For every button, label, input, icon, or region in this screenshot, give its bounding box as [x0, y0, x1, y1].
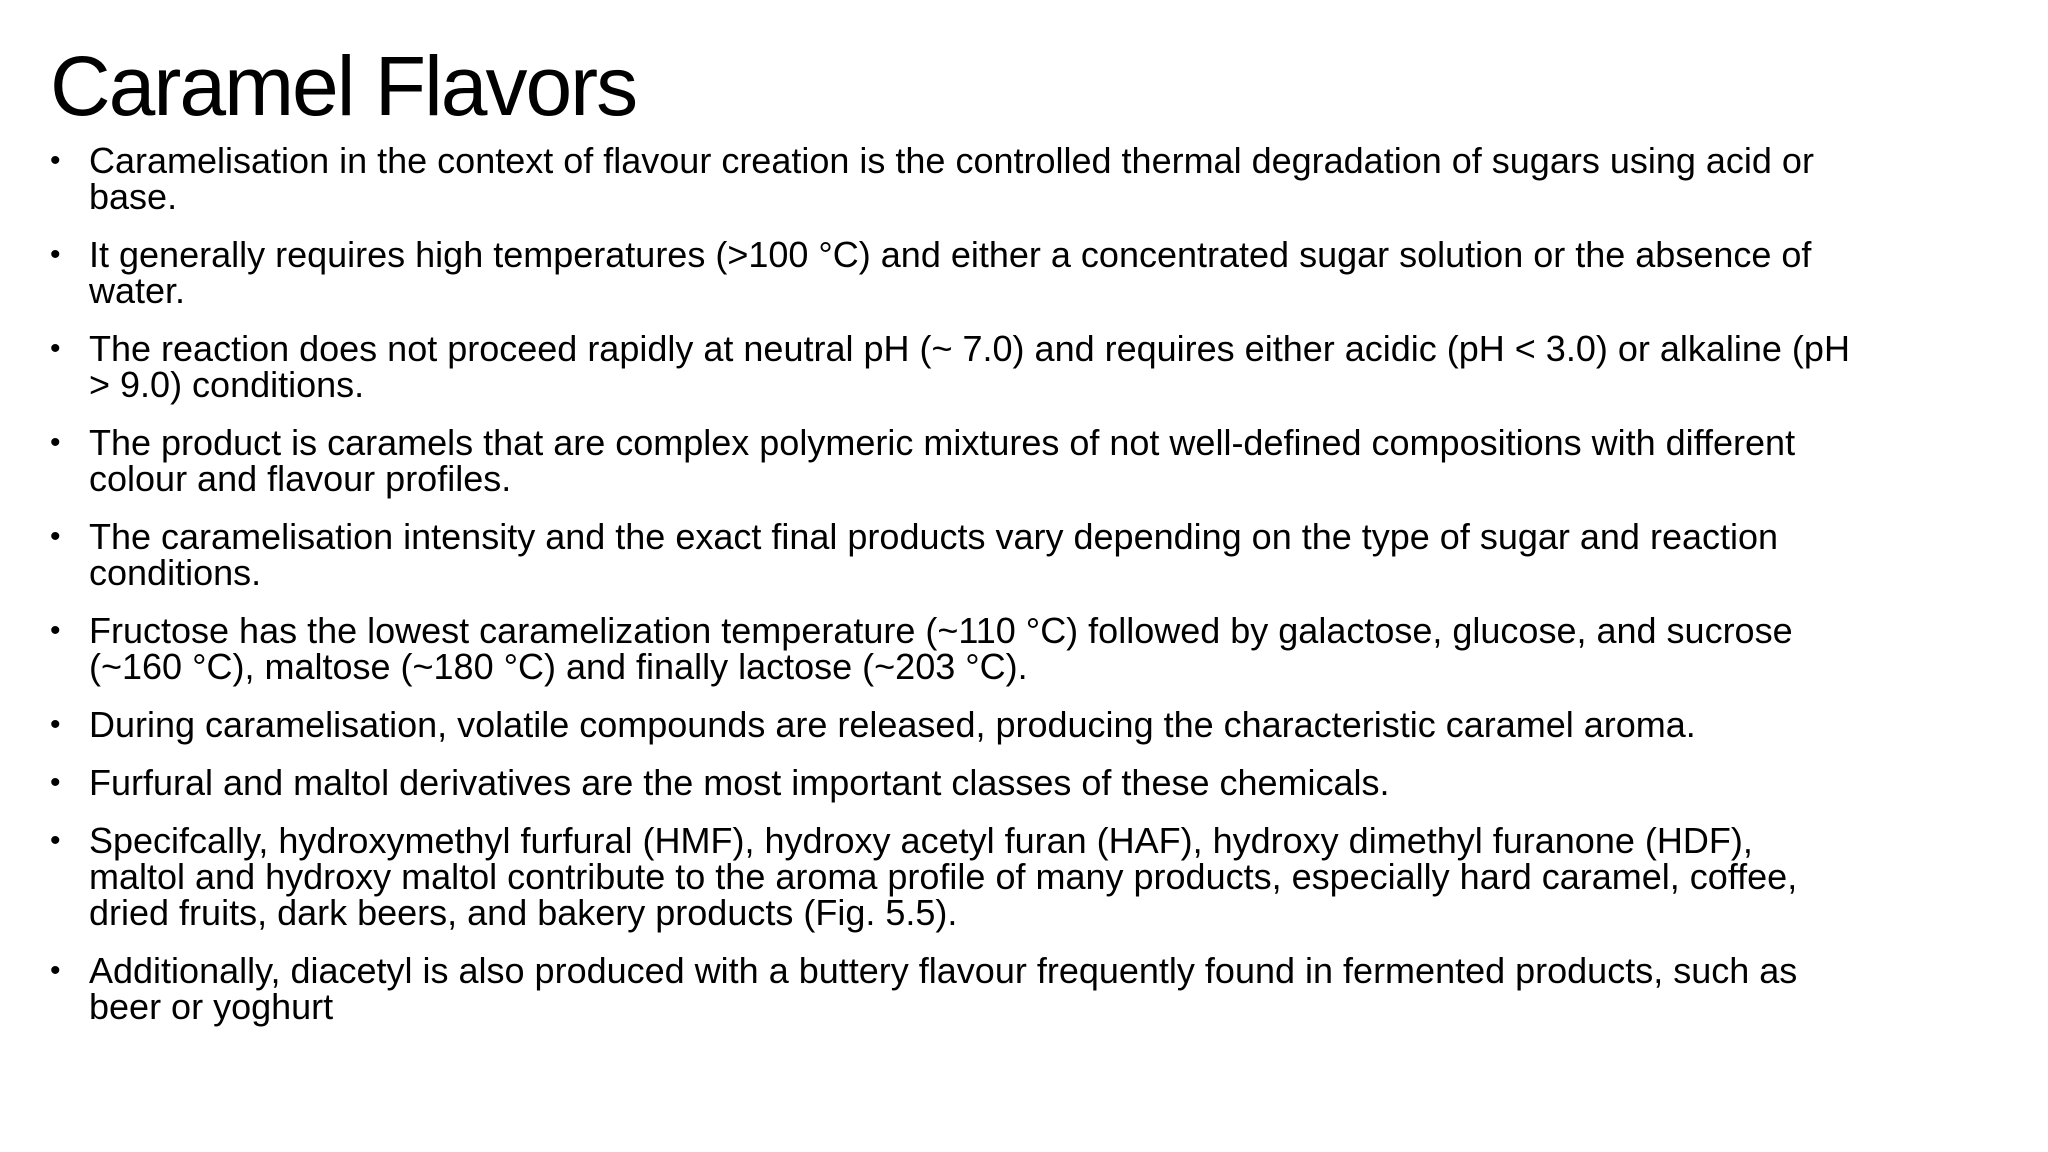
bullet-icon: •	[50, 614, 61, 647]
list-item	[50, 762, 1850, 803]
bullet-text: The caramelisation intensity and the exact final products vary depending on the type of sugar and reaction conditions.	[89, 516, 1779, 593]
bullet-text: The product is caramels that are complex polymeric mixtures of not well-defined compositions with different colour and flavour profiles.	[89, 422, 1796, 499]
list-item	[50, 328, 1850, 405]
list-item	[50, 950, 1850, 1027]
bullet-icon: •	[50, 332, 61, 365]
list-item	[50, 422, 1850, 499]
bullet-list	[50, 140, 1850, 1047]
bullet-text: During caramelisation, volatile compounds are released, producing the characteristic caramel aroma.	[89, 704, 1696, 745]
bullet-icon: •	[50, 238, 61, 271]
list-item	[50, 610, 1850, 687]
bullet-text: Specifcally, hydroxymethyl furfural (HMF), hydroxy acetyl furan (HAF), hydroxy dimethyl furanone (HDF), maltol and hydroxy maltol contribute to the aroma profile of many products, especially hard caramel, coffee, dried fruits, dark beers, and bakery products (Fig. 5.5).	[89, 820, 1798, 933]
bullet-icon: •	[50, 520, 61, 553]
bullet-text: Furfural and maltol derivatives are the most important classes of these chemicals.	[89, 762, 1390, 803]
list-item	[50, 516, 1850, 593]
bullet-text: Additionally, diacetyl is also produced with a buttery flavour frequently found in fermented products, such as beer or yoghurt	[89, 950, 1798, 1027]
list-item	[50, 140, 1850, 217]
slide-title: Caramel Flavors	[50, 39, 637, 133]
bullet-icon: •	[50, 766, 61, 799]
list-item	[50, 704, 1850, 745]
bullet-text: Caramelisation in the context of flavour creation is the controlled thermal degradation of sugars using acid or base.	[89, 140, 1814, 217]
bullet-icon: •	[50, 426, 61, 459]
bullet-text: It generally requires high temperatures (>100 °C) and either a concentrated sugar solution or the absence of water.	[89, 234, 1812, 311]
list-item	[50, 234, 1850, 311]
bullet-icon: •	[50, 144, 61, 177]
bullet-text: Fructose has the lowest caramelization temperature (~110 °C) followed by galactose, glucose, and sucrose (~160 °C), maltose (~180 °C) and finally lactose (~203 °C).	[89, 610, 1793, 687]
bullet-text: The reaction does not proceed rapidly at neutral pH (~ 7.0) and requires either acidic (pH < 3.0) or alkaline (pH > 9.0) conditions.	[89, 328, 1850, 405]
bullet-icon: •	[50, 954, 61, 987]
bullet-icon: •	[50, 708, 61, 741]
list-item	[50, 820, 1850, 933]
bullet-icon: •	[50, 824, 61, 857]
